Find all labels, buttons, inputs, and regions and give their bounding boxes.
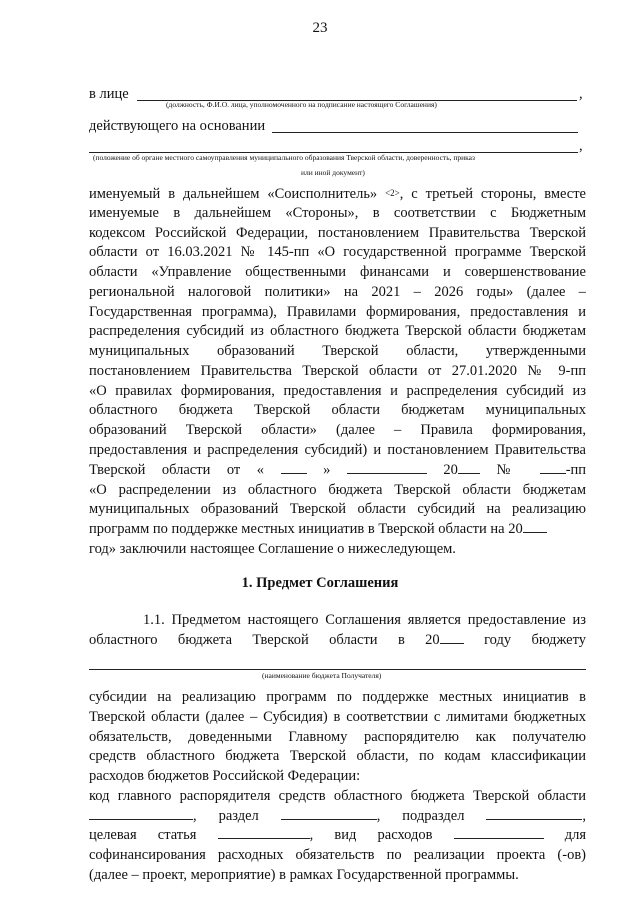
section-line: Тверской области (далее – Субсидия) в соответствии с лимитами бюджетных	[89, 709, 586, 725]
budget-caption: (наименование бюджета Получателя)	[262, 671, 382, 680]
month-blank	[347, 461, 427, 474]
year-blank	[458, 461, 480, 474]
preamble-line: области «Управление общественными финансами и совершенствование	[89, 264, 586, 280]
section-line: софинансирования расходных обязательств по реализации проекта (-ов)	[89, 847, 586, 863]
section-line: (далее – проект, мероприятие) в рамках Государственной программы.	[89, 867, 519, 883]
position-caption: (должность, Ф.И.О. лица, уполномоченного на подписание настоящего Соглашения)	[166, 100, 437, 109]
year-blank	[523, 520, 547, 533]
expense-type-blank	[454, 826, 544, 839]
section-line: 1.1. Предметом настоящего Соглашения является предоставление из	[143, 612, 586, 628]
classification-codes-line: целевая статья , вид расходов для	[89, 827, 586, 843]
year-blank	[440, 631, 464, 644]
preamble-line: муниципальных образований Тверской области субсидий на реализацию	[89, 501, 586, 517]
section-line: средств областного бюджета Тверской области, по кодам классификации	[89, 748, 586, 764]
preamble-line: «О правилах формирования, предоставления и распределения субсидий из	[89, 383, 586, 399]
resolution-date-line: Тверской области от « » 20 № -пп	[89, 462, 586, 478]
basis-caption-line-2: или иной документ)	[301, 168, 365, 177]
section-line: обязательств, доведенными Главному распорядителю как получателю	[89, 729, 586, 745]
classification-codes-line: , раздел , подраздел ,	[89, 807, 586, 827]
v-litse-label: в лице	[89, 86, 129, 102]
preamble-line: постановлением Правительства Тверской области от 27.01.2020 № 9-пп	[89, 363, 586, 379]
section-line: субсидии на реализацию программ по поддержке местных инициатив в	[89, 689, 586, 705]
preamble-line: программ по поддержке местных инициатив в Тверской области на 20	[89, 520, 586, 540]
acting-basis-label: действующего на основании	[89, 118, 266, 134]
preamble-line: именуемые в дальнейшем «Стороны», в соответствии с Бюджетным	[89, 205, 586, 221]
budget-name-line	[89, 669, 586, 670]
code-blank	[89, 807, 193, 820]
preamble-line: предоставления и распределения субсидий) и постановлением Правительства	[89, 442, 586, 458]
day-blank	[281, 461, 307, 474]
section-line: областного бюджета Тверской области в 20 году бюджету	[89, 632, 586, 648]
preamble-line: Государственная программа), Правилами формирования, предоставления и	[89, 304, 586, 320]
subsection-code-blank	[486, 807, 582, 820]
basis-caption-line-1: (положение об органе местного самоуправления муниципального образования Тверской области, доверенность, приказ	[93, 153, 475, 162]
preamble-line: именуемый в дальнейшем «Соисполнитель» $^{<2>}$, с третьей стороны, вместе	[89, 186, 586, 202]
preamble-line: кодексом Российской Федерации, постановлением Правительства Тверской	[89, 225, 586, 241]
section-line: код главного распорядителя средств областного бюджета Тверской области	[89, 788, 586, 804]
preamble-line: региональной налоговой политики» на 2021 – 2026 годы» (далее –	[89, 284, 586, 300]
preamble-line: «О распределении из областного бюджета Тверской области бюджетам	[89, 482, 586, 498]
number-blank	[540, 461, 566, 474]
preamble-line: образований Тверской области» (далее – Правила формирования,	[89, 422, 586, 438]
preamble-line: области от 16.03.2021 № 145-пп «О государственной программе Тверской	[89, 244, 586, 260]
preamble-line: областного бюджета Тверской области бюджетам муниципальных	[89, 402, 586, 418]
preamble-line: год» заключили настоящее Соглашение о нижеследующем.	[89, 541, 456, 557]
v-litse-comma: ,	[579, 86, 583, 102]
section-line: расходов бюджетов Российской Федерации:	[89, 768, 361, 784]
basis-fill-line-1	[272, 132, 578, 133]
section-heading: 1. Предмет Соглашения	[241, 575, 399, 591]
preamble-line: распределения субсидий из областного бюджета Тверской области бюджетам	[89, 323, 586, 339]
preamble-line: муниципальных образований Тверской области, утвержденными	[89, 343, 586, 359]
section-code-blank	[281, 807, 377, 820]
acting-basis-comma: ,	[579, 138, 583, 154]
page-number: 23	[312, 20, 328, 36]
footnote-ref: <2>	[385, 188, 400, 198]
target-article-blank	[218, 826, 310, 839]
